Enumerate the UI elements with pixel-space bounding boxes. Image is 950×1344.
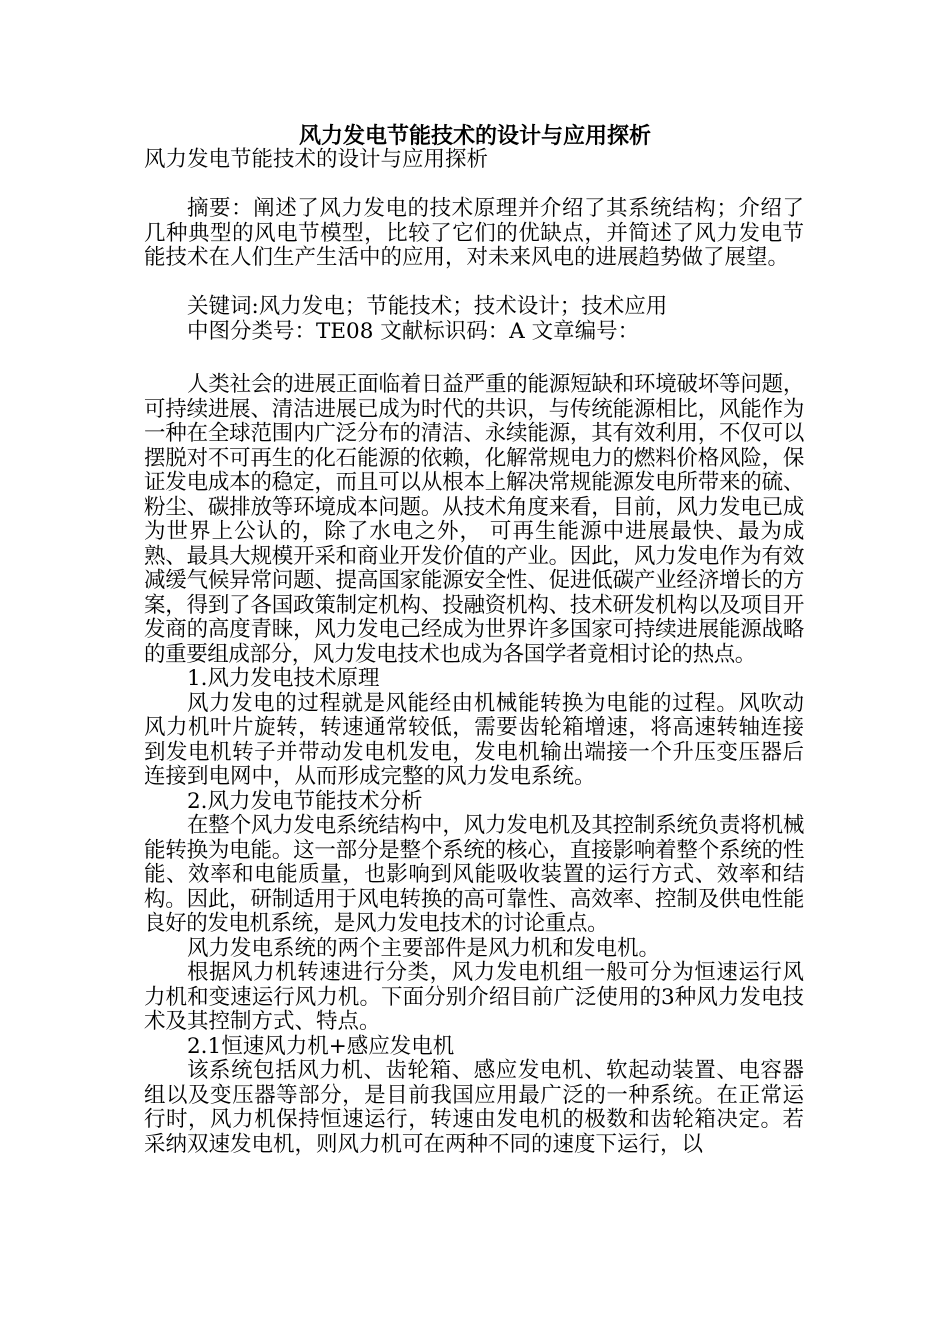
document-subtitle: 风力发电节能技术的设计与应用探析 <box>144 147 489 172</box>
document-title: 风力发电节能技术的设计与应用探析 <box>298 123 651 149</box>
section-heading: 1.风力发电技术原理 <box>187 666 380 691</box>
subsection-heading: 2.1恒速风力机+感应发电机 <box>187 1033 455 1059</box>
blank-line <box>144 173 804 198</box>
blank-line <box>144 271 804 296</box>
body-paragraph: 人类社会的进展正面临着日益严重的能源短缺和环境破坏等问题，可持续进展、清洁进展已成为时代的共识，与传统能源相比，风能作为一种在全球范围内广泛分布的清洁、永续能源，其有效利用，不仅可以摆脱对不可再生的化石能源的依赖，化解常规电力的燃料价格风险，保证发电成本的稳定，而且可以从根本上解决常规能源发电所带来的硫、粉尘、碳排放等环境成本问题。从技术角度来看，目前，风力发电已成为世界上公认的，除了水电之外， 可再生能源中进展最快、最为成熟、最具大规模开采和商业开发价值的产业。因此，风力发电作为有效减缓气候异常问题、提高国家能源安全性、促进低碳产业经济增长的方案，得到了各国政策制定机构、投融资机构、技术研发机构以及项目开发商的高度青睐，风力发电己经成为世界许多国家可持续进展能源战略的重要组成部分，风力发电技术也成为各国学者竟相讨论的热点。 <box>144 372 804 667</box>
body-paragraph: 在整个风力发电系统结构中，风力发电机及其控制系统负责将机械能转换为电能。这一部分是整个系统的核心，直接影响着整个系统的性能、效率和电能质量，也影响到风能吸收装置的运行方式、效率和结构。因此，研制适用于风电转换的高可靠性、高效率、控制及供电性能良好的发电机系统，是风力发电技术的讨论重点。 <box>144 813 804 936</box>
abstract-paragraph: 摘要：阐述了风力发电的技术原理并介绍了其系统结构；介绍了几种典型的风电节模型，比较了它们的优缺点，并简述了风力发电节能技术在人们生产生活中的应用，对未来风电的进展趋势做了展望。 <box>144 196 804 270</box>
body-paragraph: 根据风力机转速进行分类，风力发电机组一般可分为恒速运行风力机和变速运行风力机。下面分别介绍目前广泛使用的3种风力发电技术及其控制方式、特点。 <box>144 960 804 1034</box>
blank-line <box>144 344 804 373</box>
body-paragraph: 该系统包括风力机、齿轮箱、感应发电机、软起动装置、电容器组以及变压器等部分，是目前我国应用最广泛的一种系统。在正常运行时，风力机保持恒速运行，转速由发电机的极数和齿轮箱决定。若采纳双速发电机，则风力机可在两种不同的速度下运行，以 <box>144 1058 804 1157</box>
keywords-line: 关键词:风力发电；节能技术；技术设计；技术应用 <box>187 294 668 319</box>
document-body <box>144 148 804 1157</box>
body-paragraph: 风力发电系统的两个主要部件是风力机和发电机。 <box>187 935 661 961</box>
body-paragraph: 风力发电的过程就是风能经由机械能转换为电能的过程。风吹动风力机叶片旋转，转速通常较低，需要齿轮箱增速，将高速转轴连接到发电机转子并带动发电机发电，发电机输出端接一个升压变压器后连接到电网中，从而形成完整的风力发电系统。 <box>144 690 804 789</box>
classification-line: 中图分类号：TE08 文献标识码：A 文章编号： <box>187 318 640 344</box>
section-heading: 2.风力发电节能技术分析 <box>187 788 423 814</box>
